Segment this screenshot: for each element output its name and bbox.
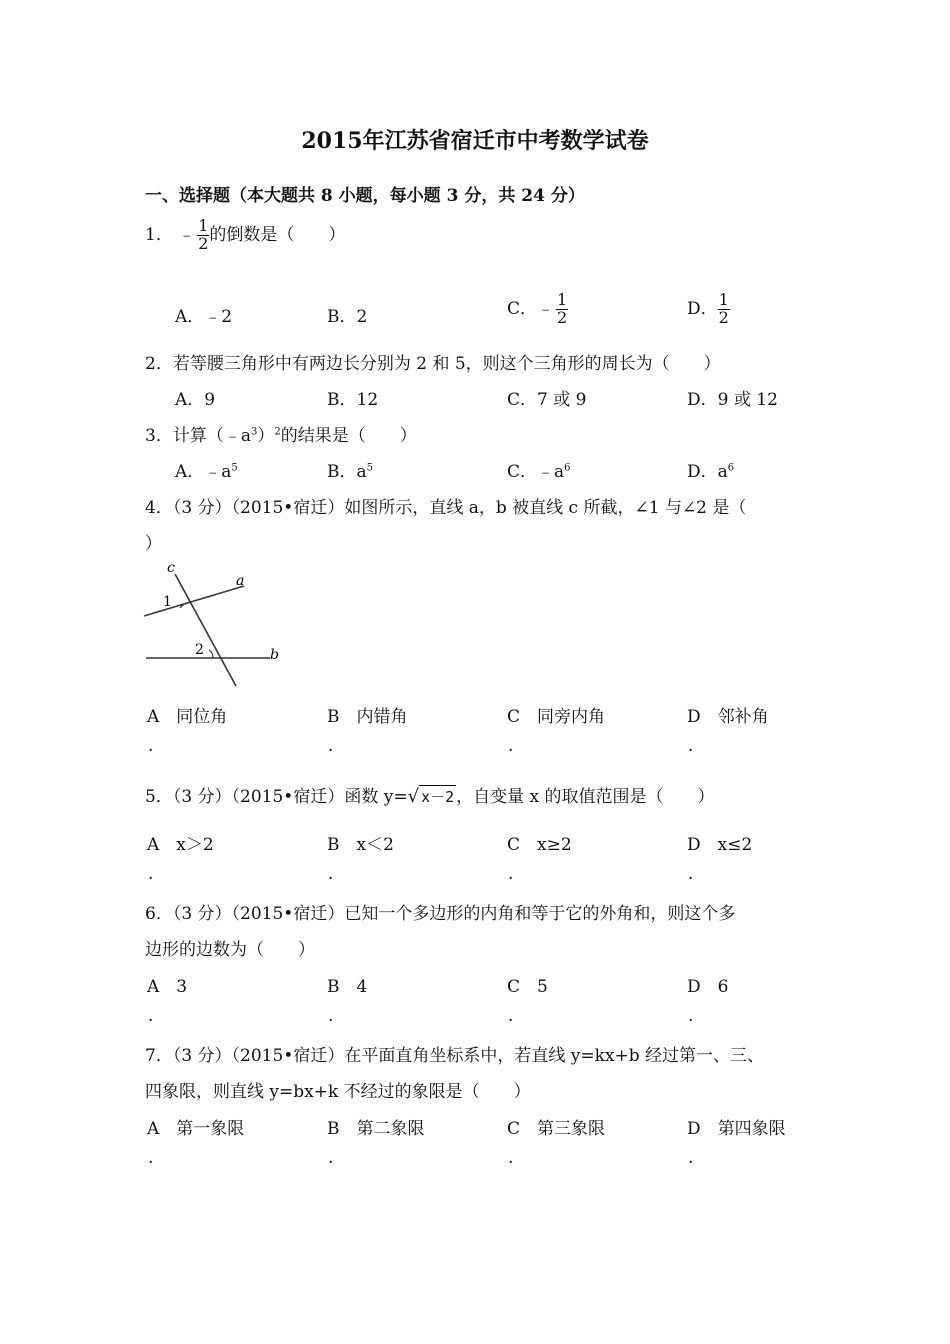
option-dot: .: [148, 1006, 154, 1026]
question-3: 3．计算$(﹣a^3)^2$的结果是（ ）: [145, 426, 417, 446]
option-b[interactable]: B 内错角: [327, 707, 408, 727]
option-a[interactable]: A x＞2: [147, 835, 214, 855]
option-a[interactable]: A．﹣2: [175, 307, 233, 327]
question-4-line-1: 4．（3 分）（2015•宿迁）如图所示，直线 a，b 被直线 c 所截，∠1 与∠2 是（: [145, 498, 747, 518]
option-d[interactable]: D 6: [687, 977, 729, 997]
option-c[interactable]: C x≥2: [507, 835, 572, 855]
radicand: x－2: [419, 785, 456, 807]
option-dot: .: [148, 1148, 154, 1168]
option-b[interactable]: B．2: [327, 307, 368, 327]
label-angle-2: 2: [195, 642, 204, 658]
option-d[interactable]: D．$a^6$: [687, 462, 735, 482]
option-dot: .: [328, 864, 334, 884]
option-d[interactable]: D 邻补角: [687, 707, 769, 727]
label-c: c: [167, 562, 175, 576]
question-4-line-2: ）: [145, 534, 162, 554]
option-d[interactable]: D x≤2: [687, 835, 753, 855]
question-2: 2．若等腰三角形中有两边长分别为 2 和 5，则这个三角形的周长为（ ）: [145, 354, 721, 374]
option-c[interactable]: C．7 或 9: [507, 390, 587, 410]
question-1: [145, 218, 345, 253]
option-dot: .: [328, 1148, 334, 1168]
question-5: 5．（3 分）（2015•宿迁）函数 y=√ x－2 ，自变量 x 的取值范围是（ ）: [145, 786, 715, 807]
option-dot: .: [148, 864, 154, 884]
option-dot: .: [148, 736, 154, 756]
option-dot: .: [328, 1006, 334, 1026]
line-a: [144, 586, 244, 616]
question-number: 1．: [145, 224, 173, 245]
option-dot: .: [688, 1148, 694, 1168]
option-b[interactable]: B．$a^5$: [327, 462, 374, 482]
angle-2-arc: [209, 650, 213, 658]
label-b: b: [270, 647, 279, 663]
section-heading: 一、选择题（本大题共 8 小题，每小题 3 分，共 24 分）: [145, 186, 585, 206]
option-c[interactable]: C 同旁内角: [507, 707, 606, 727]
option-c[interactable]: C．$﹣a^6$: [507, 462, 571, 482]
question-6-line-1: 6．（3 分）（2015•宿迁）已知一个多边形的内角和等于它的外角和，则这个多: [145, 904, 736, 924]
option-dot: .: [328, 736, 334, 756]
option-dot: .: [688, 864, 694, 884]
parallel-lines-figure: [143, 562, 283, 690]
question-6-line-2: 边形的边数为（ ）: [145, 940, 315, 960]
option-c[interactable]: C 第三象限: [507, 1119, 606, 1139]
option-dot: .: [508, 864, 514, 884]
option-a[interactable]: A．$﹣a^5$: [175, 462, 238, 482]
label-angle-1: 1: [163, 594, 172, 610]
option-d[interactable]: D 第四象限: [687, 1119, 786, 1139]
option-d[interactable]: D．9 或 12: [687, 390, 778, 410]
question-7-line-2: 四象限，则直线 y=bx+k 不经过的象限是（ ）: [145, 1082, 531, 1102]
option-dot: .: [508, 1006, 514, 1026]
option-b[interactable]: B 4: [327, 977, 368, 997]
page-title: 2015年江苏省宿迁市中考数学试卷: [301, 128, 649, 154]
option-b[interactable]: B x＜2: [327, 835, 394, 855]
label-a: a: [236, 573, 245, 589]
option-dot: .: [688, 1006, 694, 1026]
option-a[interactable]: A 3: [147, 977, 188, 997]
option-dot: .: [508, 736, 514, 756]
option-a[interactable]: A．9: [175, 390, 216, 410]
option-b[interactable]: B．12: [327, 390, 379, 410]
question-text: 的倒数是（ ）: [209, 224, 346, 245]
option-c[interactable]: C．﹣ $\frac{1}{2}$: [507, 290, 568, 327]
question-7-line-1: 7．（3 分）（2015•宿迁）在平面直角坐标系中，若直线 y=kx+b 经过第一、三、: [145, 1046, 764, 1066]
option-d[interactable]: D． $\frac{1}{2}$: [687, 290, 729, 327]
option-a[interactable]: A 第一象限: [147, 1119, 245, 1139]
option-dot: .: [688, 736, 694, 756]
minus-sign: ﹣: [178, 224, 196, 245]
option-a[interactable]: A 同位角: [147, 707, 228, 727]
option-b[interactable]: B 第二象限: [327, 1119, 425, 1139]
option-dot: .: [508, 1148, 514, 1168]
option-c[interactable]: C 5: [507, 977, 548, 997]
fraction: $\frac{1}{2}$: [198, 216, 209, 253]
